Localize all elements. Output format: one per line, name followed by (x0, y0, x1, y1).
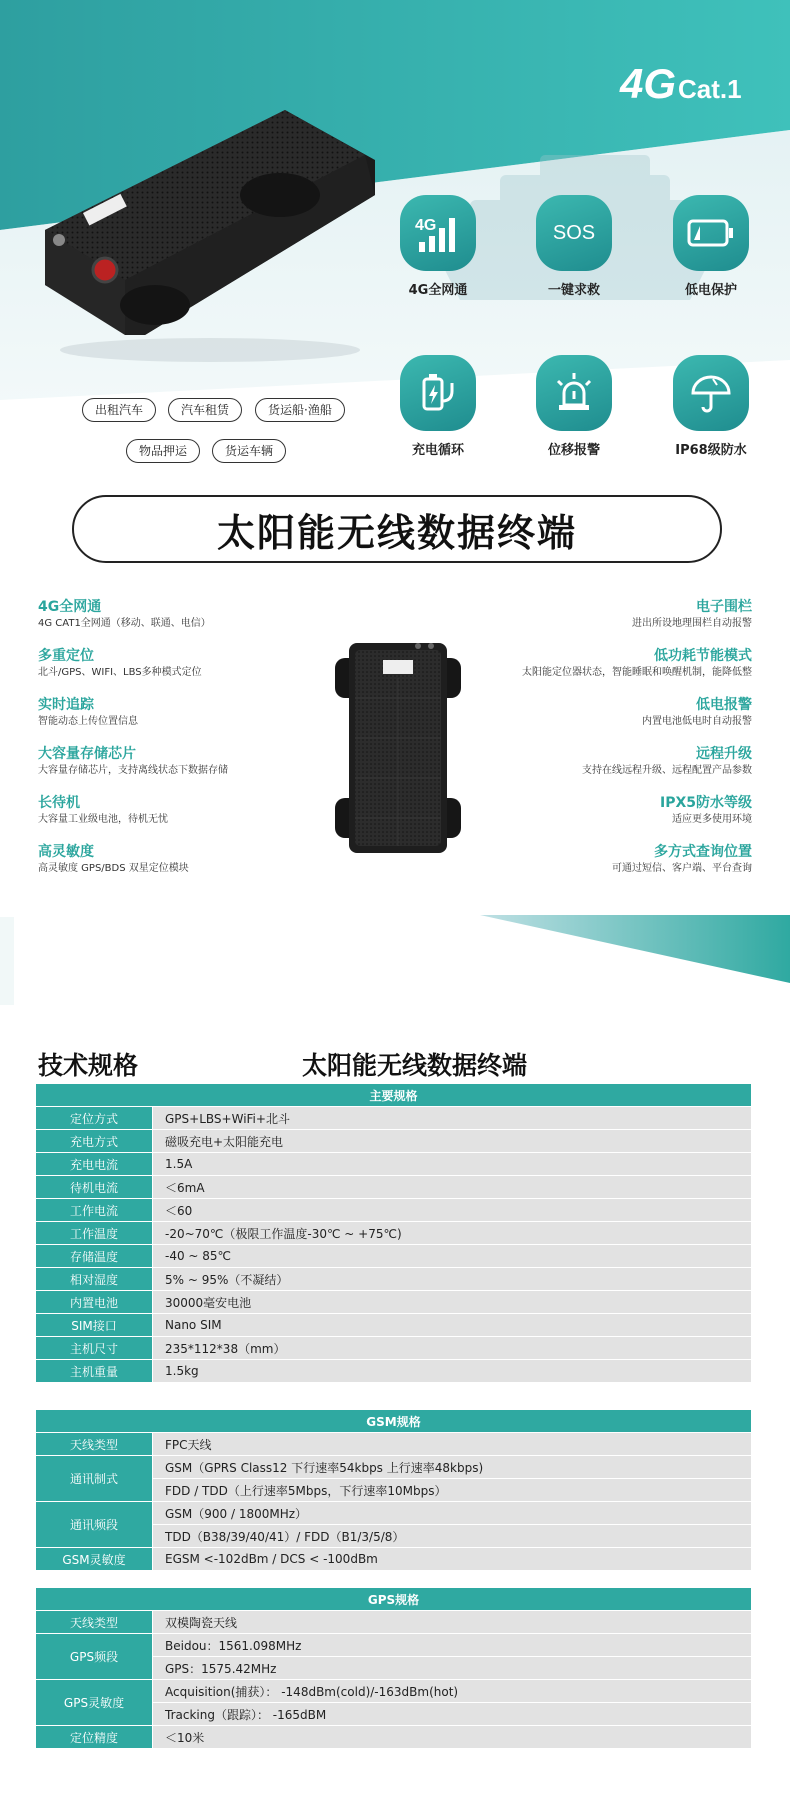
spec-value: ＜6mA (153, 1176, 752, 1199)
spec-key: 天线类型 (36, 1611, 153, 1634)
table-section-title: 主要规格 (36, 1084, 752, 1107)
table-row (36, 1548, 752, 1571)
svg-text:4G: 4G (415, 217, 437, 234)
spec-key: 通讯频段 (36, 1502, 153, 1548)
table-row (36, 1634, 752, 1657)
table-row (36, 1268, 752, 1291)
spec-value: GPS：1575.42MHz (153, 1657, 752, 1680)
spec-value: 5% ~ 95%（不凝结） (153, 1268, 752, 1291)
spec-value: 30000毫安电池 (153, 1291, 752, 1314)
spec-value: FDD / TDD（上行速率5Mbps，下行速率10Mbps） (153, 1479, 752, 1502)
spec-value: GSM（GPRS Class12 下行速率54kbps 上行速率48kbps) (153, 1456, 752, 1479)
list-item: 远程升级 支持在线远程升级、远程配置产品参数 (582, 746, 752, 776)
spec-value: Acquisition(捕获）： -148dBm(cold)/-163dBm(hot) (153, 1680, 752, 1703)
spec-key: 定位方式 (36, 1107, 153, 1130)
charging-icon (400, 355, 476, 431)
specs-product-name: 太阳能无线数据终端 (302, 1051, 528, 1080)
spec-key: 定位精度 (36, 1726, 153, 1749)
table-row (36, 1337, 752, 1360)
spec-key: 内置电池 (36, 1291, 153, 1314)
table-row (36, 1611, 752, 1634)
table-row (36, 1314, 752, 1337)
spec-key: 主机尺寸 (36, 1337, 153, 1360)
spec-key: 存储温度 (36, 1245, 153, 1268)
spec-value: -20~70℃（极限工作温度-30℃ ~ +75℃) (153, 1222, 752, 1245)
feature-charging: 充电循环 (378, 355, 498, 458)
spec-value: 1.5kg (153, 1360, 752, 1383)
spec-value: FPC天线 (153, 1433, 752, 1456)
list-item: 低功耗节能模式 太阳能定位器状态，智能睡眠和唤醒机制，能降低整 (522, 648, 752, 678)
spec-value: Nano SIM (153, 1314, 752, 1337)
table-row (36, 1153, 752, 1176)
spec-value: 双模陶瓷天线 (153, 1611, 752, 1634)
spec-key: SIM接口 (36, 1314, 153, 1337)
list-item: 电子围栏 进出所设地理围栏自动报警 (632, 599, 752, 629)
device-photo (35, 100, 385, 370)
alarm-light-icon (536, 355, 612, 431)
list-item: 长待机 大容量工业级电池，待机无忧 (38, 795, 168, 825)
list-item: 高灵敏度 高灵敏度 GPS/BDS 双星定位模块 (38, 844, 189, 874)
feature-sos: SOS 一键求救 (514, 195, 634, 298)
4g-signal-icon (400, 195, 476, 271)
spec-key: 待机电流 (36, 1176, 153, 1199)
spec-key: 充电方式 (36, 1130, 153, 1153)
table-row (36, 1456, 752, 1479)
umbrella-icon (673, 355, 749, 431)
spec-key: 充电电流 (36, 1153, 153, 1176)
spec-key: 天线类型 (36, 1433, 153, 1456)
list-item: 大容量存储芯片 大容量存储芯片，支持离线状态下数据存储 (38, 746, 228, 776)
table-row (36, 1245, 752, 1268)
feature-list-left (38, 598, 338, 892)
table-row (36, 1433, 752, 1456)
spec-value: -40 ~ 85℃ (153, 1245, 752, 1268)
table-row (36, 1680, 752, 1703)
list-item: IPX5防水等级 适应更多使用环境 (659, 795, 752, 825)
4g-cat1-logo: 4GCat.1 (620, 60, 742, 107)
table-row (36, 1726, 752, 1749)
tag-cargo-ship: 货运船·渔船 (255, 398, 345, 422)
spec-value: EGSM <-102dBm / DCS < -100dBm (153, 1548, 752, 1571)
main-spec-table (35, 1083, 752, 1383)
spec-key: 工作电流 (36, 1199, 153, 1222)
spec-value: GSM（900 / 1800MHz） (153, 1502, 752, 1525)
spec-key: GSM灵敏度 (36, 1548, 153, 1571)
spec-key: GPS频段 (36, 1634, 153, 1680)
spec-value: 磁吸充电+太阳能充电 (153, 1130, 752, 1153)
table-row (36, 1360, 752, 1383)
spec-key: 工作温度 (36, 1222, 153, 1245)
hero-banner (0, 0, 790, 470)
list-item: 低电报警 内置电池低电时自动报警 (642, 697, 752, 727)
table-section-title: GSM规格 (36, 1410, 752, 1433)
feature-displacement-alarm: 位移报警 (514, 355, 634, 458)
list-item: 多重定位 北斗/GPS、WIFI、LBS多种模式定位 (38, 648, 202, 678)
spec-key: 通讯制式 (36, 1456, 153, 1502)
spec-value: Beidou：1561.098MHz (153, 1634, 752, 1657)
device-top-view (333, 638, 463, 858)
tag-taxi: 出租汽车 (82, 398, 156, 422)
list-item: 4G全网通 4G CAT1全网通（移动、联通、电信） (38, 599, 211, 629)
table-section-title: GPS规格 (36, 1588, 752, 1611)
spec-key: GPS灵敏度 (36, 1680, 153, 1726)
table-row (36, 1291, 752, 1314)
table-row (36, 1199, 752, 1222)
tag-escort: 物品押运 (126, 439, 200, 463)
spec-value: ＜60 (153, 1199, 752, 1222)
table-row (36, 1222, 752, 1245)
spec-value: 235*112*38（mm） (153, 1337, 752, 1360)
spec-key: 主机重量 (36, 1360, 153, 1383)
list-item: 多方式查询位置 可通过短信、客户端、平台查询 (612, 844, 752, 874)
spec-value: ＜10米 (153, 1726, 752, 1749)
spec-key: 相对湿度 (36, 1268, 153, 1291)
table-row (36, 1130, 752, 1153)
spec-value: Tracking（跟踪）： -165dBM (153, 1703, 752, 1726)
table-row (36, 1176, 752, 1199)
table-row (36, 1502, 752, 1525)
table-row (36, 1107, 752, 1130)
spec-value: 1.5A (153, 1153, 752, 1176)
spec-value: TDD（B38/39/40/41）/ FDD（B1/3/5/8） (153, 1525, 752, 1548)
feature-list-right (452, 598, 752, 892)
specs-heading: 技术规格 (38, 1051, 139, 1080)
feature-4g: 4G 4G全网通 (378, 195, 498, 298)
battery-icon (673, 195, 749, 271)
product-title: 太阳能无线数据终端 (72, 495, 722, 563)
sos-icon: SOS (536, 195, 612, 271)
gsm-spec-table (35, 1409, 752, 1571)
gps-spec-table (35, 1587, 752, 1749)
feature-low-battery: 低电保护 (651, 195, 771, 298)
tag-truck: 货运车辆 (212, 439, 286, 463)
spec-value: GPS+LBS+WiFi+北斗 (153, 1107, 752, 1130)
list-item: 实时追踪 智能动态上传位置信息 (38, 697, 138, 727)
feature-waterproof: IP68级防水 (651, 355, 771, 458)
section-divider (0, 905, 790, 1025)
tag-car-rental: 汽车租赁 (168, 398, 242, 422)
